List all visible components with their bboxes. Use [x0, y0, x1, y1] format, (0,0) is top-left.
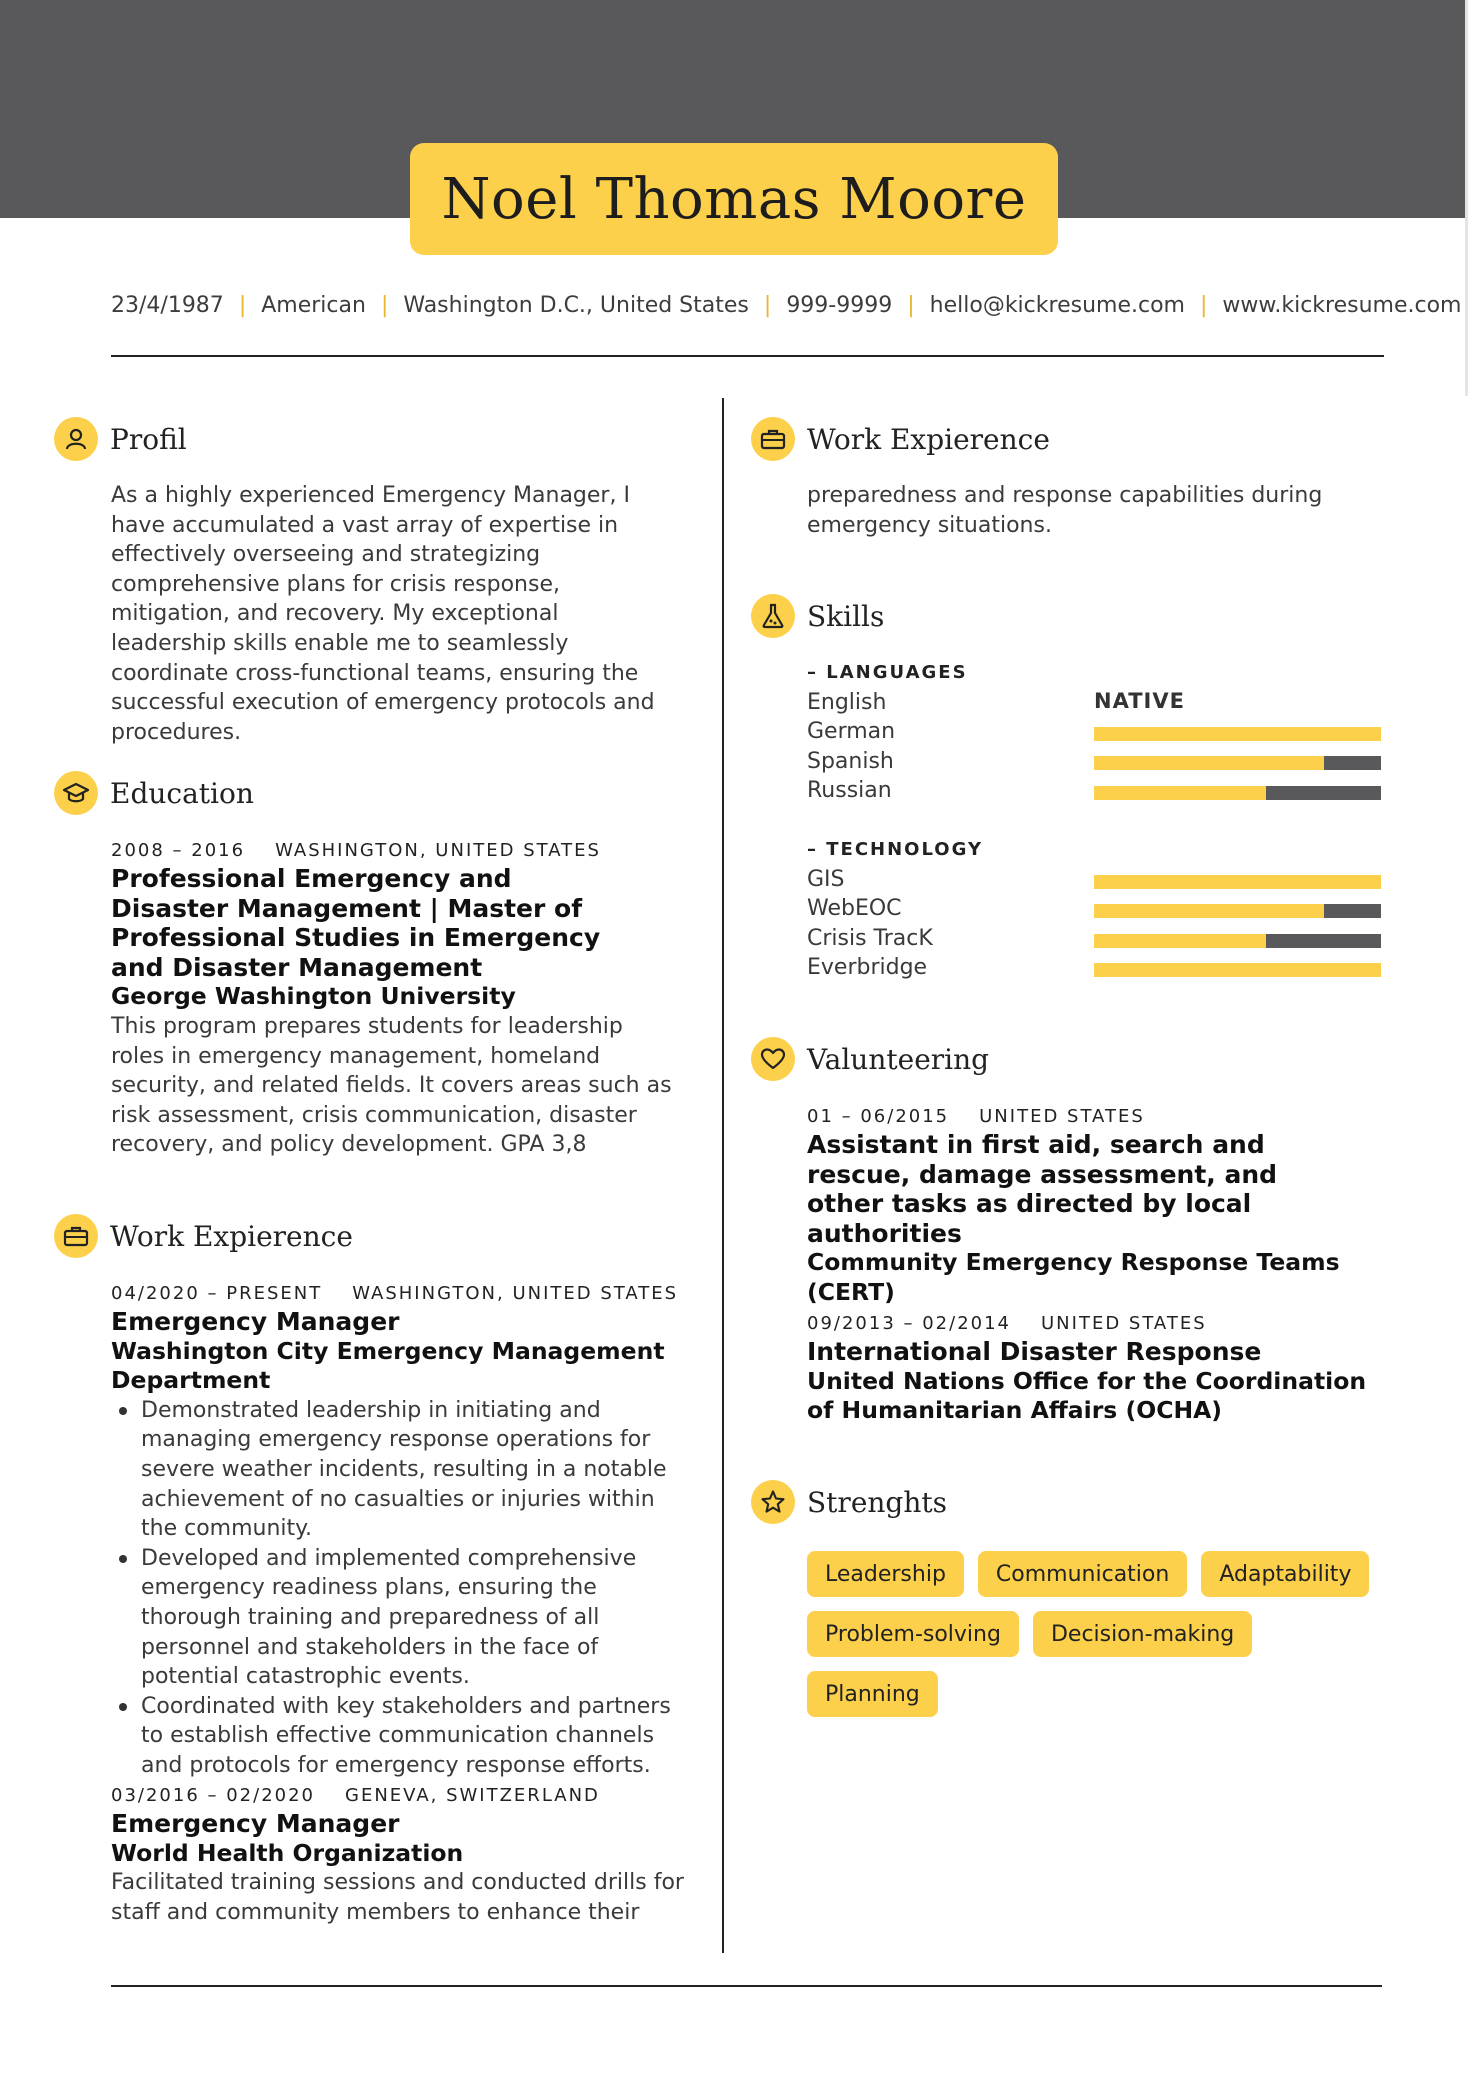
skill-name: Everbridge [807, 955, 928, 980]
skill-name: Russian [807, 778, 892, 803]
work-bullet: Coordinated with key stakeholders and partners to establish effective communication channels and protocols for emergency response efforts. [111, 1692, 691, 1781]
volunteering-meta [807, 1311, 1387, 1337]
work-bullet: Developed and implemented comprehensive emergency readiness plans, ensuring the thorough training and preparedness of all personnel and stakeholders in the face of potential catastrophic events. [111, 1544, 691, 1692]
header-divider [111, 355, 1384, 357]
skill-name: Spanish [807, 749, 894, 774]
separator: | [907, 292, 915, 318]
volunteering-meta [807, 1104, 1387, 1130]
work-continued-section-header [751, 417, 1050, 461]
education-degree: Professional Emergency and Disaster Management | Master of Professional Studies in Emergency and Disaster Management [111, 864, 601, 982]
strength-tag: Communication [978, 1551, 1187, 1597]
work-description: Facilitated training sessions and conducted drills for staff and community members to enhance their [111, 1870, 684, 1925]
profile-title: Profil [110, 422, 187, 456]
work-bullets [111, 1396, 691, 1781]
skill-name: English [807, 690, 887, 715]
skill-level-bar [1094, 727, 1381, 741]
volunteering-location: UNITED STATES [979, 1106, 1145, 1127]
strengths-section-header [751, 1480, 947, 1524]
skill-level-fill [1094, 963, 1381, 977]
skill-name: WebEOC [807, 896, 902, 921]
name-banner [410, 143, 1058, 255]
separator: | [380, 292, 389, 318]
volunteering-item [807, 1311, 1387, 1426]
nationality: American [261, 292, 366, 318]
volunteering-role: International Disaster Response [807, 1337, 1262, 1366]
strength-tag: Decision-making [1033, 1611, 1252, 1657]
skill-level-bar [1094, 904, 1381, 918]
volunteering-dates: 01 – 06/2015 [807, 1106, 950, 1127]
work-company: Washington City Emergency Management Department [111, 1336, 665, 1395]
work-dates: 03/2016 – 02/2020 [111, 1785, 315, 1806]
work-bullet: Demonstrated leadership in initiating and managing emergency response operations for severe weather incidents, resulting in a notable achievement of no casualties or injuries within the community. [111, 1396, 691, 1544]
email-link[interactable]: hello@kickresume.com [929, 292, 1185, 318]
work-title: Work Expierence [110, 1219, 353, 1253]
person-icon [54, 417, 98, 461]
strengths-title: Strenghts [807, 1485, 947, 1519]
skill-name: Crisis TracK [807, 926, 933, 951]
strength-tag: Adaptability [1201, 1551, 1369, 1597]
column-divider [722, 398, 724, 1953]
work-company: World Health Organization [111, 1838, 464, 1867]
phone: 999-9999 [786, 292, 893, 318]
flask-icon [751, 594, 795, 638]
skills-title: Skills [807, 599, 885, 633]
briefcase-icon [54, 1214, 98, 1258]
profile-text: As a highly experienced Emergency Manager, I have accumulated a vast array of expertise in effectively overseeing and strategizing comprehensive plans for crisis response, mitigation, and recovery. My exceptional leadership skills enable me to seamlessly coordinate cross-functional teams, ensuring the successful execution of emergency protocols and procedures. [111, 483, 655, 745]
volunteering-role: Assistant in first aid, search and rescue, damage assessment, and other tasks as directed by local authorities [807, 1130, 1278, 1248]
work-dates: 04/2020 – PRESENT [111, 1283, 323, 1304]
volunteering-organization: United Nations Office for the Coordination of Humanitarian Affairs (OCHA) [807, 1366, 1367, 1425]
separator: | [763, 292, 772, 318]
skill-level-bar [1094, 963, 1381, 977]
technology-group-title: – TECHNOLOGY [807, 839, 984, 860]
star-icon [751, 1480, 795, 1524]
education-section-header [54, 771, 254, 815]
skill-level-bar [1094, 934, 1381, 948]
heart-icon [751, 1037, 795, 1081]
skill-level-fill [1094, 934, 1266, 948]
strength-tag: Leadership [807, 1551, 964, 1597]
candidate-name: Noel Thomas Moore [441, 166, 1027, 232]
strengths-tags [807, 1551, 1377, 1717]
strength-tag: Planning [807, 1671, 938, 1717]
volunteering-item [807, 1104, 1387, 1308]
education-title: Education [110, 776, 254, 810]
skill-name: German [807, 719, 896, 744]
skill-level-bar [1094, 786, 1381, 800]
education-item [111, 838, 681, 1160]
work-continued-title: Work Expierence [807, 422, 1050, 456]
skill-level-fill [1094, 727, 1381, 741]
skill-level-fill [1094, 875, 1381, 889]
skill-name: GIS [807, 867, 845, 892]
education-school: George Washington University [111, 982, 516, 1011]
separator: | [238, 292, 247, 318]
volunteering-location: UNITED STATES [1041, 1313, 1207, 1334]
volunteering-organization: Community Emergency Response Teams (CERT) [807, 1248, 1340, 1306]
work-location: GENEVA, SWITZERLAND [345, 1785, 600, 1806]
work-role: Emergency Manager [111, 1307, 400, 1336]
footer-divider [111, 1985, 1382, 1987]
work-description-continued: preparedness and response capabilities during emergency situations. [807, 483, 1323, 538]
native-label: NATIVE [1094, 689, 1185, 713]
volunteering-section-header [751, 1037, 989, 1081]
skill-level-bar [1094, 756, 1381, 770]
volunteering-dates: 09/2013 – 02/2014 [807, 1313, 1011, 1334]
website-link[interactable]: www.kickresume.com [1222, 292, 1462, 318]
graduation-cap-icon [54, 771, 98, 815]
briefcase-icon [751, 417, 795, 461]
languages-group-title: – LANGUAGES [807, 662, 968, 683]
work-role: Emergency Manager [111, 1809, 400, 1838]
location: Washington D.C., United States [403, 292, 749, 318]
work-meta [111, 1281, 691, 1307]
strength-tag: Problem-solving [807, 1611, 1019, 1657]
education-dates: 2008 – 2016 [111, 840, 246, 861]
work-location: WASHINGTON, UNITED STATES [352, 1283, 679, 1304]
skills-section-header [751, 594, 884, 638]
work-meta [111, 1783, 691, 1809]
separator: | [1199, 292, 1208, 318]
skill-level-bar [1094, 875, 1381, 889]
education-location: WASHINGTON, UNITED STATES [275, 840, 601, 861]
skill-level-fill [1094, 904, 1324, 918]
skill-level-fill [1094, 756, 1324, 770]
profile-section-header [54, 417, 187, 461]
contact-row [111, 288, 1462, 322]
education-meta [111, 838, 681, 864]
education-description: This program prepares students for leadership roles in emergency management, homeland security, and related fields. It covers areas such as risk assessment, crisis communication, disaster recovery, and policy development. GPA 3,8 [111, 1013, 672, 1158]
work-section-header [54, 1214, 353, 1258]
skill-level-fill [1094, 786, 1266, 800]
birthdate: 23/4/1987 [111, 292, 224, 318]
volunteering-title: Valunteering [807, 1042, 990, 1076]
work-item [111, 1783, 691, 1927]
work-item [111, 1281, 691, 1781]
